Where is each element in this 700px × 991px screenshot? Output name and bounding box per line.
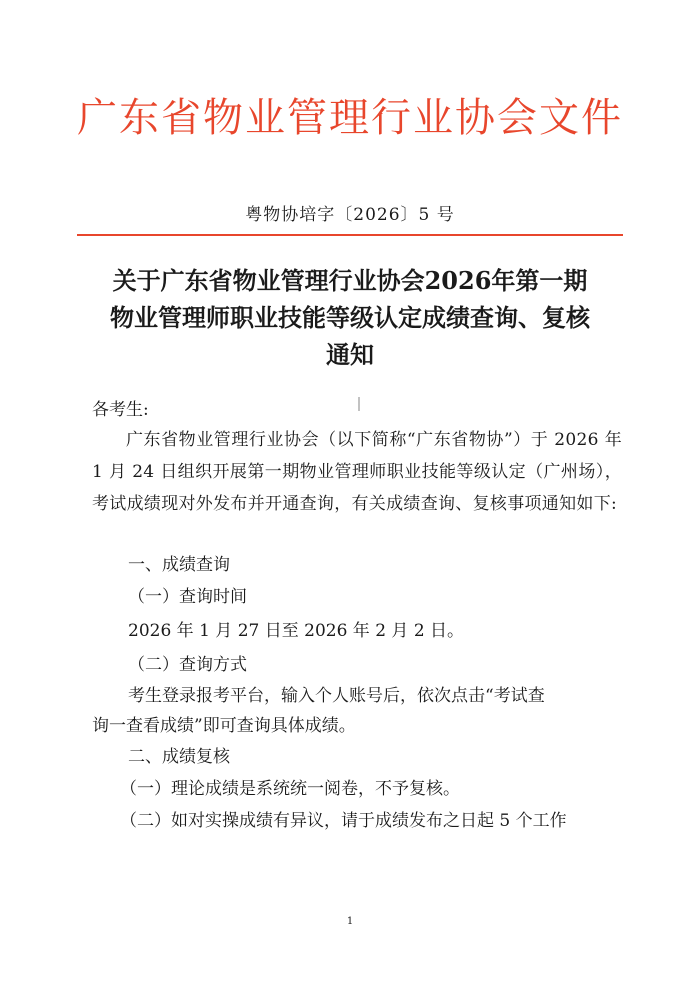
section-1-sub2-text-line-2: 询一查看成绩”即可查询具体成绩。 bbox=[92, 716, 356, 736]
scan-mark bbox=[358, 397, 360, 411]
salutation: 各考生: bbox=[92, 400, 149, 420]
notice-title-line-1: 关于广东省物业管理行业协会2026年第一期 bbox=[112, 266, 588, 295]
notice-title bbox=[0, 262, 700, 373]
section-1-sub2-heading: （二）查询方式 bbox=[128, 655, 247, 675]
section-1-sub2-text-line-1: 考生登录报考平台，输入个人账号后，依次点击“考试查 bbox=[128, 686, 545, 706]
intro-paragraph: 广东省物业管理行业协会（以下简称“广东省物协”）于 2026 年 1 月 24 日组织开展第一期物业管理师职业技能等级认定（广州场），考试成绩现对外发布并开通查询，有关成绩查询、复核事项通知如下: bbox=[92, 430, 622, 514]
page-number: 1 bbox=[346, 916, 354, 927]
document-number: 粤物协培字〔2026〕5 号 bbox=[245, 205, 455, 225]
red-divider-line bbox=[77, 234, 623, 236]
section-1-sub1-text: 2026 年 1 月 27 日至 2026 年 2 月 2 日。 bbox=[128, 621, 465, 641]
section-2-item-1: （一）理论成绩是系统统一阅卷，不予复核。 bbox=[120, 779, 460, 799]
section-2-item-2: （二）如对实操成绩有异议，请于成绩发布之日起 5 个工作 bbox=[120, 811, 567, 831]
section-1-sub1-heading: （一）查询时间 bbox=[128, 587, 247, 607]
section-1-heading: 一、成绩查询 bbox=[128, 555, 230, 575]
section-2-heading: 二、成绩复核 bbox=[128, 747, 230, 767]
org-file-title: 广东省物业管理行业协会文件 bbox=[77, 95, 623, 141]
notice-title-line-2: 物业管理师职业技能等级认定成绩查询、复核 bbox=[110, 303, 590, 332]
notice-title-line-3: 通知 bbox=[326, 340, 374, 369]
